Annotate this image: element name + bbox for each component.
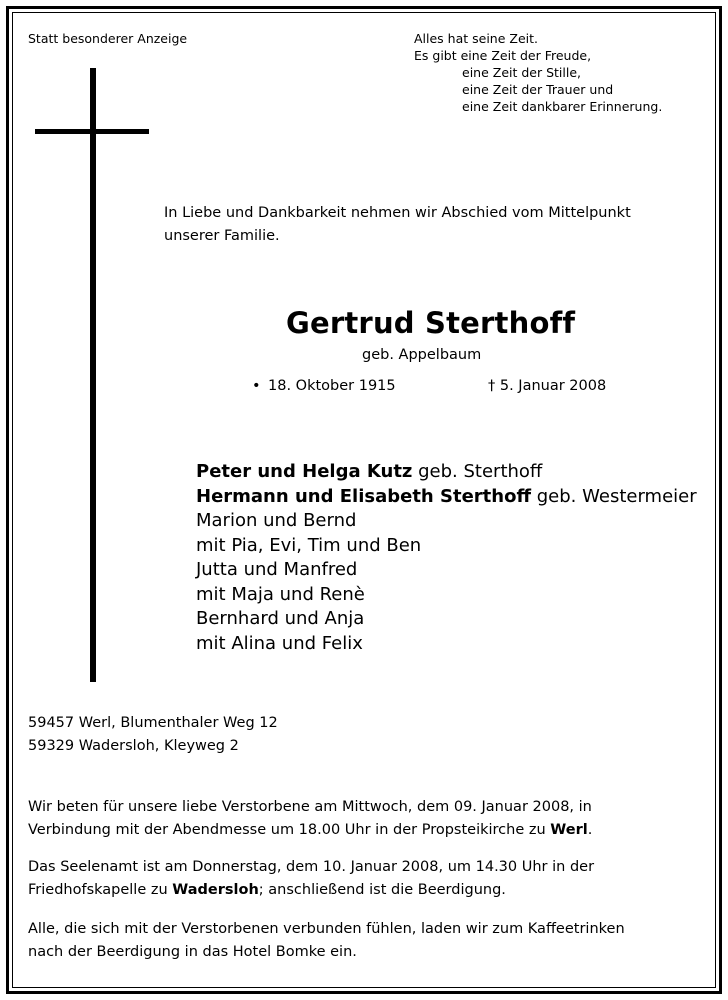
intro-line: unserer Familie.	[164, 228, 280, 244]
requiem-line	[28, 879, 506, 902]
poem-line: Es gibt eine Zeit der Freude,	[414, 48, 592, 63]
poem-line: eine Zeit der Trauer und	[462, 82, 614, 97]
intro-line: In Liebe und Dankbarkeit nehmen wir Abschied vom Mittelpunkt	[164, 205, 631, 221]
address-line: 59457 Werl, Blumenthaler Weg 12	[28, 715, 278, 731]
family-line	[196, 460, 542, 485]
invitation-line: Alle, die sich mit der Verstorbenen verbunden fühlen, laden wir zum Kaffeetrinken	[28, 921, 625, 937]
family-names: Peter und Helga Kutz	[196, 461, 413, 482]
birth-symbol: •	[252, 378, 261, 394]
invitation-line: nach der Beerdigung in das Hotel Bomke ein.	[28, 944, 357, 960]
death-date: † 5. Januar 2008	[488, 378, 607, 394]
family-maiden: geb. Sterthoff	[412, 461, 543, 482]
family-line	[196, 485, 697, 510]
family-line: mit Alina und Felix	[196, 632, 363, 654]
family-names: Hermann und Elisabeth Sterthoff	[196, 485, 532, 507]
maiden-name: geb. Appelbaum	[362, 347, 482, 363]
poem-line: Alles hat seine Zeit.	[414, 31, 538, 46]
address-line: 59329 Wadersloh, Kleyweg 2	[28, 738, 239, 754]
service-line: Wir beten für unsere liebe Verstorbene am Mittwoch, dem 09. Januar 2008, in	[28, 799, 592, 815]
poem-line: eine Zeit dankbarer Erinnerung.	[462, 99, 663, 114]
place-werl: Werl	[550, 822, 588, 838]
requiem-line: Das Seelenamt ist am Donnerstag, dem 10. Januar 2008, um 14.30 Uhr in der	[28, 859, 595, 875]
family-line: Marion und Bernd	[196, 510, 357, 531]
place-wadersloh: Wadersloh	[172, 882, 259, 898]
service-text: Verbindung mit der Abendmesse um 18.00 Uhr in der Propsteikirche zu	[28, 822, 551, 838]
family-line: Jutta und Manfred	[196, 559, 358, 580]
family-line: Bernhard und Anja	[196, 608, 365, 629]
requiem-text: Friedhofskapelle zu	[28, 882, 173, 898]
family-line: mit Maja und Renè	[196, 583, 365, 605]
birth-date: 18. Oktober 1915	[268, 378, 396, 394]
cross-icon	[90, 68, 96, 682]
requiem-text: ; anschließend ist die Beerdigung.	[258, 882, 506, 898]
service-line	[28, 819, 592, 842]
family-maiden: geb. Westermeier	[531, 485, 697, 507]
cross-icon-bar	[35, 129, 149, 134]
family-line: mit Pia, Evi, Tim und Ben	[196, 534, 422, 556]
deceased-name: Gertrud Sterthoff	[286, 306, 576, 340]
poem-line: eine Zeit der Stille,	[462, 65, 582, 80]
header-left: Statt besonderer Anzeige	[28, 31, 188, 46]
service-text: .	[587, 822, 593, 838]
